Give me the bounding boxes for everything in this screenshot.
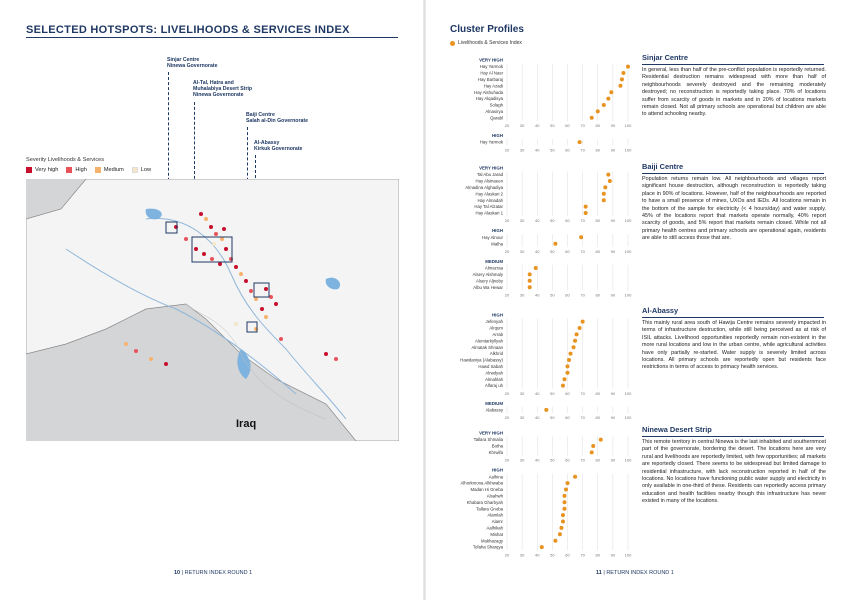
map-svg	[26, 179, 399, 441]
dot	[209, 225, 213, 229]
tick-label: 100	[624, 292, 632, 298]
profile-rule	[642, 317, 824, 318]
tick-label: 90	[610, 248, 616, 254]
group-label: MEDIUM	[485, 258, 503, 264]
data-point	[540, 545, 544, 549]
data-point	[562, 500, 566, 504]
point-label: Tofaha Sharqya	[472, 544, 503, 550]
dot	[239, 272, 243, 276]
point-label: Albu Wa Hewar	[473, 284, 503, 290]
profile-title-alabassy: Al-Abassy	[642, 306, 679, 315]
profile-text-alabassy: This mainly rural area south of Hawija Centre remains severely impacted in terms of infrastructure destruction, while still being perceived as at risk of ISIL attacks. Livelihood opportunities reportedly remain non-existent in the more rural locations and low in the urban centre, while agricultural activities have only partially re-started. Water supply is severely limited across locations. All primary schools are reportedly open but residents face restrictions in terms of access to primacy health services.	[642, 320, 826, 371]
point-label: Botha	[491, 443, 503, 449]
data-point	[606, 97, 610, 101]
point-label: Alabassy	[485, 407, 503, 413]
point-label: Alsery Alshmaly	[472, 272, 503, 277]
left-page-title: SELECTED HOTSPOTS: LIVELIHOODS & SERVICES INDEX	[26, 24, 350, 36]
legend-label: Livelihoods & Services Index	[458, 40, 522, 46]
tick-label: 100	[624, 457, 632, 463]
tick-label: 90	[610, 123, 616, 128]
tick-label: 60	[565, 123, 570, 128]
group-label: HIGH	[492, 228, 503, 234]
tick-label: 40	[535, 552, 540, 558]
data-point	[562, 507, 566, 511]
tick-label: 50	[550, 457, 555, 463]
profile-title-ninewa: Ninewa Desert Strip	[642, 425, 712, 434]
dot	[218, 262, 222, 266]
tick-label: 50	[550, 292, 555, 298]
point-label: Hay Yarmok	[479, 64, 503, 70]
tick-label: 50	[550, 415, 555, 421]
tick-label: 70	[580, 123, 585, 128]
data-point	[620, 77, 624, 81]
tick-label: 90	[610, 218, 616, 224]
tick-label: 40	[535, 415, 540, 421]
dot	[164, 362, 168, 366]
tick-label: 40	[535, 457, 540, 463]
data-point	[579, 235, 583, 239]
tick-label: 70	[580, 457, 585, 463]
point-label: Hay Alaskari 2	[475, 191, 503, 197]
point-label: Hay Yarmok	[479, 139, 503, 145]
point-label: Hay Tal Alzatar	[474, 204, 503, 210]
profile-rule	[642, 436, 824, 437]
data-point	[578, 326, 582, 330]
dot	[234, 322, 238, 326]
dot	[124, 342, 128, 346]
tick-label: 80	[595, 552, 600, 558]
data-point	[626, 65, 630, 69]
footer-label: RETURN INDEX ROUND 1	[606, 570, 674, 576]
point-label: Mukhazagy	[481, 538, 503, 544]
title-rule	[26, 37, 398, 38]
data-point	[573, 339, 577, 343]
tick-label: 30	[519, 552, 525, 558]
group-label: MEDIUM	[485, 400, 503, 406]
tick-label: 60	[565, 390, 570, 396]
callout-altal: Al-Tal, Hatra and Muhalabiya Desert Strip Ninewa Governorate	[193, 80, 253, 98]
point-label: Alsahwh	[486, 493, 503, 499]
legend-high	[66, 167, 87, 173]
dot	[264, 315, 268, 319]
tick-label: 40	[535, 147, 540, 153]
severity-legend	[26, 167, 151, 173]
point-label: Tallara Gnoba	[476, 506, 503, 512]
point-label: Hay Barbaraj	[477, 77, 503, 82]
tick-label: 60	[565, 218, 570, 224]
tick-label: 80	[595, 123, 600, 128]
dot	[269, 295, 273, 299]
tick-label: 70	[580, 218, 585, 224]
tick-label: 40	[535, 123, 540, 128]
data-point	[553, 242, 557, 246]
dot	[212, 242, 216, 246]
map-country-label: Iraq	[236, 418, 257, 430]
point-label: Alamlah	[487, 512, 503, 518]
dot	[134, 349, 138, 353]
point-label: Alnasirya	[485, 109, 503, 114]
data-point	[573, 475, 577, 479]
data-point	[608, 179, 612, 183]
data-point	[528, 279, 532, 283]
tick-label: 100	[624, 390, 632, 396]
tick-label: 70	[580, 248, 585, 254]
dot	[234, 265, 238, 269]
point-label: Hay Alshuhada	[474, 89, 503, 95]
tick-label: 80	[595, 218, 600, 224]
tick-label: 30	[519, 123, 525, 128]
dot	[220, 237, 224, 241]
tick-label: 50	[550, 147, 555, 153]
tick-label: 70	[580, 147, 585, 153]
tick-label: 40	[535, 292, 540, 298]
tick-label: 80	[595, 415, 600, 421]
point-label: Hay Alnour	[481, 234, 503, 240]
group-label: HIGH	[492, 312, 503, 318]
profile-rule	[642, 64, 824, 65]
point-label: Hawdaniya (Alabassy)	[460, 357, 503, 363]
tick-label: 60	[565, 457, 570, 463]
right-page-footer: 11 | RETURN INDEX ROUND 1	[596, 570, 674, 576]
dot	[222, 227, 226, 231]
tick-label: 70	[580, 415, 585, 421]
data-point	[602, 192, 606, 196]
tick-label: 100	[624, 123, 632, 128]
data-point	[528, 285, 532, 289]
data-point	[567, 358, 571, 362]
dot	[274, 302, 278, 306]
tick-label: 20	[504, 147, 510, 153]
legend-swatch	[132, 167, 138, 173]
data-point	[566, 371, 570, 375]
dot	[210, 257, 214, 261]
data-point	[602, 103, 606, 107]
data-point	[603, 185, 607, 189]
point-label: Alamr	[491, 519, 503, 525]
profile-text-baiji: Population returns remain low. All neighbourhoods and villages report significant house destruction, although reconstruction is reportedly taking place in 90% of locations. However, half of the neighbourhoods are reported to have a small presence of mines, UXOs and IEDs. All locations remain in the bottom of the sample for electricity (< 4 hours/day) and water supply. 45% of the locations report that markets operate normally, 40% report scarcity of goods, and 5% report that markets remain closed. While not all primary health centres and primary schools are operational again, residents are able to still access those that are.	[642, 176, 826, 242]
point-label: Almadina Alghadiya	[465, 185, 503, 190]
tick-label: 50	[550, 248, 555, 254]
dot	[249, 289, 253, 293]
legend-label: Very high	[35, 167, 59, 173]
group-label: VERY HIGH	[479, 57, 503, 63]
tick-label: 100	[624, 552, 632, 558]
data-point	[621, 71, 625, 75]
tick-label: 80	[595, 248, 600, 254]
tick-label: 90	[610, 390, 616, 396]
tick-label: 80	[595, 147, 600, 153]
point-label: Alrqum	[489, 325, 503, 331]
point-label: Jefenyah	[485, 319, 503, 325]
point-label: Hay Almadah	[477, 197, 503, 203]
tick-label: 90	[610, 415, 616, 421]
tick-label: 60	[565, 248, 570, 254]
point-label: Hay Alsinaeen	[475, 178, 503, 184]
data-point	[562, 494, 566, 498]
point-label: Almatak Shnaan	[471, 344, 503, 350]
profile-text-sinjar: In general, less than half of the pre-conflict population is reportedly returned. Residential destruction remains widespread with more than half of neighbourhoods severely destroyed and the remaining moderately destroyed; no reconstruction is reportedly taking place. 70% of locations suffer from scarcity of goods in markets and in 20% of locations markets remain closed. Not all primary schools are operational but children are able to attend schooling nearby.	[642, 67, 826, 118]
point-label: Alrwdyah	[485, 370, 503, 376]
point-label: Hay Alaskari 1	[475, 210, 503, 216]
footer-label: RETURN INDEX ROUND 1	[184, 570, 253, 576]
tick-label: 70	[580, 390, 585, 396]
dot	[244, 279, 248, 283]
data-point	[528, 272, 532, 276]
tick-label: 40	[535, 248, 540, 254]
group-label: VERY HIGH	[479, 430, 503, 436]
tick-label: 50	[550, 552, 555, 558]
tick-label: 20	[504, 123, 510, 128]
data-point	[559, 526, 563, 530]
dot	[264, 287, 268, 291]
left-page-footer: 10 | RETURN INDEX ROUND 1	[174, 570, 253, 576]
tick-label: 70	[580, 552, 585, 558]
tick-label: 90	[610, 457, 616, 463]
cluster-charts	[425, 0, 635, 600]
data-point	[618, 84, 622, 88]
dot	[202, 252, 206, 256]
tick-label: 90	[610, 552, 616, 558]
dot	[260, 307, 264, 311]
tick-label: 100	[624, 248, 632, 254]
right-page-title: Cluster Profiles	[450, 24, 524, 35]
data-point	[578, 140, 582, 144]
point-label: Arrab	[492, 332, 503, 337]
data-point	[562, 377, 566, 381]
tick-label: 30	[519, 457, 525, 463]
tick-label: 80	[595, 457, 600, 463]
callout-baiji: Baiji Centre Salah al-Din Governorate	[246, 112, 308, 124]
tick-label: 30	[519, 292, 525, 298]
profile-title-baiji: Baiji Centre	[642, 162, 684, 171]
tick-label: 20	[504, 552, 510, 558]
data-point	[599, 438, 603, 442]
data-point	[569, 352, 573, 356]
point-label: Malha	[491, 241, 503, 247]
point-label: Almahlah	[485, 376, 503, 382]
group-label: VERY HIGH	[479, 165, 503, 171]
data-point	[561, 513, 565, 517]
dot	[184, 237, 188, 241]
point-label: Tallara Shmalia	[473, 437, 503, 443]
profile-rule	[642, 173, 824, 174]
data-point	[581, 320, 585, 324]
iraq-map	[26, 179, 399, 441]
point-label: Hay Al Nasr	[480, 70, 503, 76]
point-label: Hay Alqadisya	[475, 96, 503, 102]
tick-label: 30	[519, 218, 525, 224]
tick-label: 30	[519, 248, 525, 254]
point-label: Hawd Sabah	[478, 364, 503, 369]
tick-label: 20	[504, 292, 510, 298]
point-label: Khabara Gharbyah	[466, 499, 503, 505]
data-point	[609, 90, 613, 94]
point-label: Aalhikah	[486, 525, 503, 531]
data-point	[584, 205, 588, 209]
point-label: Tal Abu Jarad	[476, 172, 503, 178]
legend-label: Low	[140, 167, 152, 173]
tick-label: 90	[610, 147, 616, 153]
group-label: HIGH	[492, 467, 503, 473]
point-label: Mishat	[490, 531, 503, 537]
tick-label: 40	[535, 390, 540, 396]
dot	[204, 217, 208, 221]
dot	[224, 247, 228, 251]
tick-label: 70	[580, 292, 585, 298]
legend-label: High	[75, 167, 87, 173]
data-point	[566, 364, 570, 368]
dot	[279, 337, 283, 341]
data-point	[584, 211, 588, 215]
tick-label: 30	[519, 390, 525, 396]
dot	[194, 247, 198, 251]
tick-label: 30	[519, 415, 525, 421]
dot	[149, 357, 153, 361]
data-point	[561, 384, 565, 388]
tick-label: 40	[535, 218, 540, 224]
page-number: 10	[174, 570, 181, 576]
point-label: Madan Hi Gneba	[470, 487, 503, 493]
data-point	[606, 173, 610, 177]
point-label: Alfaraj uh	[484, 383, 503, 389]
data-point	[575, 332, 579, 336]
legend-very-high	[26, 167, 58, 173]
data-point	[602, 198, 606, 202]
callout-alabassy: Al-Abassy Kirkuk Governorate	[254, 140, 303, 152]
severity-legend-title: Severity Livelihoods & Services	[26, 157, 105, 163]
dot	[334, 357, 338, 361]
tick-label: 60	[565, 552, 570, 558]
data-point	[596, 109, 600, 113]
point-label: Alhorkmona Alkhwaba	[460, 480, 503, 486]
tick-label: 50	[550, 123, 555, 128]
tick-label: 60	[565, 415, 570, 421]
point-label: Qarabl	[490, 115, 503, 121]
tick-label: 60	[565, 292, 570, 298]
tick-label: 100	[624, 415, 632, 421]
dot	[324, 352, 328, 356]
tick-label: 80	[595, 390, 600, 396]
tick-label: 80	[595, 292, 600, 298]
tick-label: 50	[550, 390, 555, 396]
point-label: Khrwifa	[488, 450, 503, 455]
dot	[199, 212, 203, 216]
legend-swatch	[66, 167, 72, 173]
data-point	[591, 444, 595, 448]
tick-label: 20	[504, 415, 510, 421]
tick-label: 100	[624, 147, 632, 153]
data-point	[572, 345, 576, 349]
data-point	[564, 488, 568, 492]
point-label: Solagh	[489, 102, 503, 108]
data-point	[534, 266, 538, 270]
legend-swatch	[26, 167, 32, 173]
point-label: Alemtarkyllyah	[475, 338, 503, 344]
callout-sinjar: Sinjar Centre Ninewa Governorate	[167, 57, 218, 69]
tick-label: 20	[504, 248, 510, 254]
tick-label: 20	[504, 218, 510, 224]
point-label: Alsery Aljnoby	[476, 278, 503, 284]
page-number: 11	[596, 570, 602, 576]
data-point	[558, 532, 562, 536]
dot	[254, 297, 258, 301]
data-point	[590, 116, 594, 120]
tick-label: 20	[504, 457, 510, 463]
tick-label: 30	[519, 147, 525, 153]
data-point	[590, 450, 594, 454]
profile-text-ninewa: This remote territory in central Ninewa is the last inhabited and southernmost part of the governorate, bordering the desert. The locations here are very rural and livelihoods are reportedly limited, with few opportunities; all markets are reportedly closed. There seems to be widespread but limited damage to residential infrastructure, with lack reconstruction reported in half of the locations. No locations have functioning public water supply and electricity in only available in one-third of these. Residents can reportedly access primary education and health facilities nearby though this infrastructure has never existed in many of the locations.	[642, 439, 826, 505]
legend-swatch	[95, 167, 101, 173]
tick-label: 90	[610, 292, 616, 298]
group-label: HIGH	[492, 133, 503, 138]
point-label: Almazraa	[484, 265, 503, 271]
dot	[214, 232, 218, 236]
data-point	[544, 408, 548, 412]
point-label: Aalhina	[488, 474, 503, 480]
point-label: Hay Azadi	[483, 83, 503, 89]
tick-label: 100	[624, 218, 632, 224]
tick-label: 50	[550, 218, 555, 224]
legend-low	[132, 167, 151, 173]
tick-label: 20	[504, 390, 510, 396]
tick-label: 60	[565, 147, 570, 153]
legend-label: Medium	[103, 167, 124, 173]
profile-title-sinjar: Sinjar Centre	[642, 53, 689, 62]
legend-medium	[95, 167, 124, 173]
point-label: Alkhrid	[489, 351, 503, 357]
data-point	[561, 520, 565, 524]
data-point	[553, 539, 557, 543]
data-point	[566, 481, 570, 485]
